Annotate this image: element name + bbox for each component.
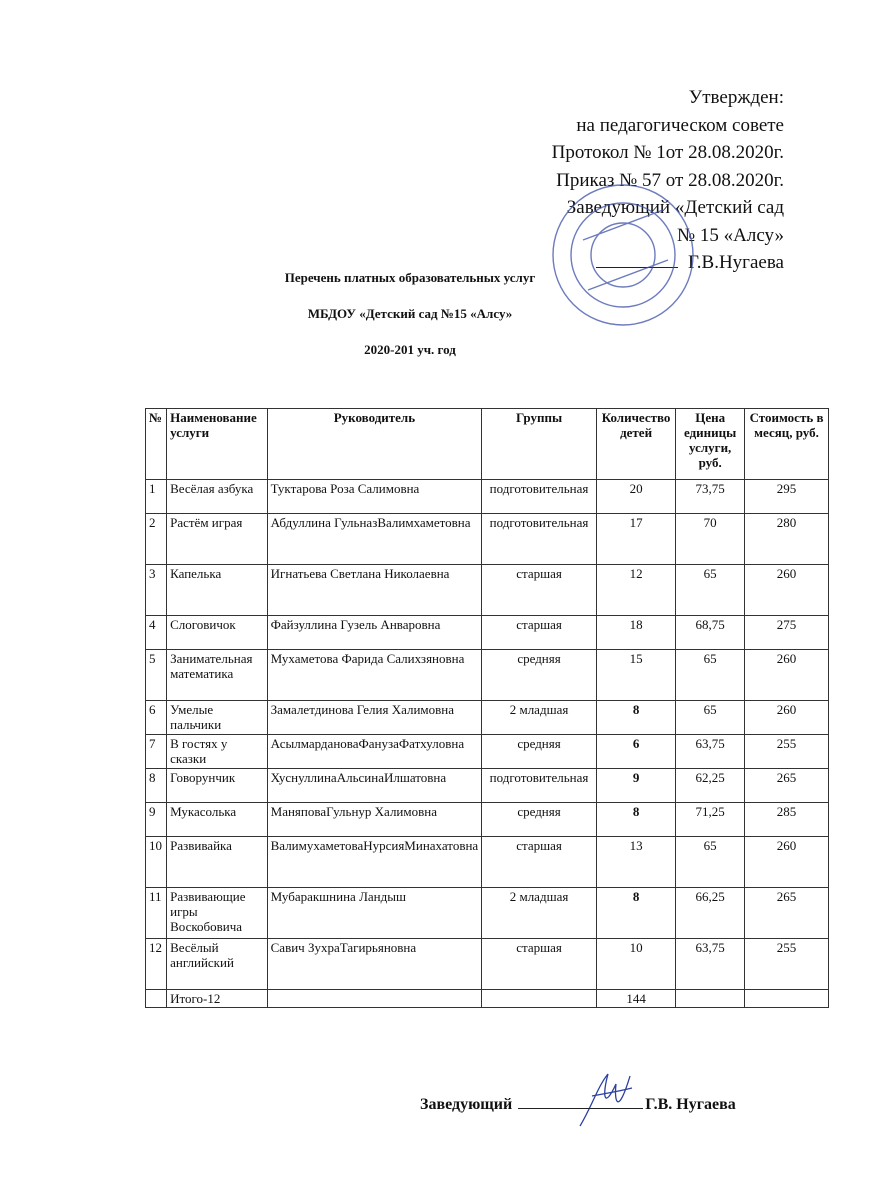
table-row (146, 480, 829, 514)
header-group: Группы (482, 409, 597, 480)
row-price: 63,75 (676, 735, 745, 769)
row-group: 2 младшая (482, 701, 597, 735)
row-monthly: 295 (745, 480, 829, 514)
row-monthly: 285 (745, 803, 829, 837)
row-number: 3 (146, 565, 167, 616)
row-service: Весёлый английский (167, 939, 268, 990)
row-group: средняя (482, 650, 597, 701)
row-group: средняя (482, 803, 597, 837)
row-service: Говорунчик (167, 769, 268, 803)
row-count: 8 (596, 803, 675, 837)
row-price: 62,25 (676, 769, 745, 803)
row-number: 10 (146, 837, 167, 888)
table-row (146, 650, 829, 701)
row-count: 8 (596, 701, 675, 735)
row-number: 9 (146, 803, 167, 837)
row-leader: Савич ЗухраТагирьяновна (267, 939, 482, 990)
table-row (146, 769, 829, 803)
row-count: 13 (596, 837, 675, 888)
row-leader: Файзуллина Гузель Анваровна (267, 616, 482, 650)
header-number: № (146, 409, 167, 480)
approval-kindergarten: № 15 «Алсу» (677, 224, 784, 246)
table-header-row (146, 409, 829, 480)
row-count: 9 (596, 769, 675, 803)
row-leader: АсылмардановаФанузаФатхуловна (267, 735, 482, 769)
approval-protocol: Протокол № 1от 28.08.2020г. (551, 142, 784, 163)
table-row (146, 616, 829, 650)
row-count: 10 (596, 939, 675, 990)
row-leader: Туктарова Роза Салимовна (267, 480, 482, 514)
row-count: 12 (596, 565, 675, 616)
row-service: Весёлая азбука (167, 480, 268, 514)
header-price: Цена единицы услуги, руб. (676, 409, 745, 480)
table-row (146, 803, 829, 837)
row-monthly: 280 (745, 514, 829, 565)
approval-heading: Утвержден: (688, 87, 784, 108)
row-monthly: 255 (745, 735, 829, 769)
row-group: подготовительная (482, 480, 597, 514)
row-service: Развивайка (167, 837, 268, 888)
row-number: 2 (146, 514, 167, 565)
row-leader: Мухаметова Фарида Салихзяновна (267, 650, 482, 701)
table-row (146, 735, 829, 769)
row-count: 18 (596, 616, 675, 650)
footer-role: Заведующий (420, 1096, 513, 1113)
title-line-2: МБДОУ «Детский сад №15 «Алсу» (307, 306, 513, 321)
row-group: старшая (482, 565, 597, 616)
table-row (146, 888, 829, 939)
row-number: 7 (146, 735, 167, 769)
row-number: 1 (146, 480, 167, 514)
table-row (146, 837, 829, 888)
row-number: 12 (146, 939, 167, 990)
row-price: 66,25 (676, 888, 745, 939)
footer-name: Г.В. Нугаева (645, 1096, 736, 1113)
table-row (146, 514, 829, 565)
footer-signature-line (420, 1094, 840, 1114)
row-service: В гостях у сказки (167, 735, 268, 769)
total-empty-cell (482, 990, 597, 1008)
row-monthly: 260 (745, 565, 829, 616)
row-service: Капелька (167, 565, 268, 616)
row-number: 6 (146, 701, 167, 735)
row-group: средняя (482, 735, 597, 769)
row-leader: Замалетдинова Гелия Халимовна (267, 701, 482, 735)
total-empty-cell (745, 990, 829, 1008)
total-empty-cell (146, 990, 167, 1008)
title-line-1: Перечень платных образовательных услуг (284, 270, 536, 285)
total-count: 144 (596, 990, 675, 1008)
approval-order: Приказ № 57 от 28.08.2020г. (556, 169, 784, 191)
approval-block (464, 84, 784, 277)
table-row (146, 701, 829, 735)
services-table (145, 408, 829, 1008)
total-label: Итого-12 (167, 990, 268, 1008)
table-row (146, 565, 829, 616)
table-total-row (146, 990, 829, 1008)
approval-signer-name: Г.В.Нугаева (687, 252, 784, 273)
row-group: старшая (482, 616, 597, 650)
row-number: 5 (146, 650, 167, 701)
row-price: 73,75 (676, 480, 745, 514)
row-monthly: 275 (745, 616, 829, 650)
table-row (146, 939, 829, 990)
approval-sign-line (596, 251, 678, 268)
header-monthly: Стоимость в месяц, руб. (745, 409, 829, 480)
row-service: Растём играя (167, 514, 268, 565)
row-monthly: 260 (745, 837, 829, 888)
row-monthly: 265 (745, 888, 829, 939)
row-count: 15 (596, 650, 675, 701)
row-number: 4 (146, 616, 167, 650)
row-group: подготовительная (482, 769, 597, 803)
row-price: 63,75 (676, 939, 745, 990)
row-group: старшая (482, 837, 597, 888)
title-line-3: 2020-201 уч. год (364, 342, 456, 357)
row-count: 17 (596, 514, 675, 565)
row-price: 65 (676, 701, 745, 735)
total-empty-cell (267, 990, 482, 1008)
row-leader: ВалимухаметоваНурсияМинахатовна (267, 837, 482, 888)
row-monthly: 265 (745, 769, 829, 803)
header-leader: Руководитель (267, 409, 482, 480)
row-price: 65 (676, 837, 745, 888)
row-count: 6 (596, 735, 675, 769)
row-monthly: 255 (745, 939, 829, 990)
row-group: старшая (482, 939, 597, 990)
header-service: Наименование услуги (167, 409, 268, 480)
row-price: 68,75 (676, 616, 745, 650)
row-leader: ХуснуллинаАльсинаИлшатовна (267, 769, 482, 803)
row-leader: Абдуллина ГульназВалимхаметовна (267, 514, 482, 565)
row-group: 2 младшая (482, 888, 597, 939)
total-empty-cell (676, 990, 745, 1008)
row-price: 70 (676, 514, 745, 565)
row-service: Занимательная математика (167, 650, 268, 701)
approval-head: Заведующий «Детский сад (566, 197, 784, 218)
footer-sign-line (518, 1094, 643, 1109)
row-number: 11 (146, 888, 167, 939)
row-service: Умелые пальчики (167, 701, 268, 735)
row-leader: Мубаракшнина Ландыш (267, 888, 482, 939)
row-group: подготовительная (482, 514, 597, 565)
row-leader: МаняповаГульнур Халимовна (267, 803, 482, 837)
row-monthly: 260 (745, 701, 829, 735)
header-count: Количество детей (596, 409, 675, 480)
row-price: 65 (676, 650, 745, 701)
row-price: 71,25 (676, 803, 745, 837)
row-number: 8 (146, 769, 167, 803)
row-price: 65 (676, 565, 745, 616)
row-service: Развивающие игры Воскобовича (167, 888, 268, 939)
row-leader: Игнатьева Светлана Николаевна (267, 565, 482, 616)
row-count: 8 (596, 888, 675, 939)
row-count: 20 (596, 480, 675, 514)
approval-council: на педагогическом совете (576, 114, 784, 136)
row-monthly: 260 (745, 650, 829, 701)
row-service: Слоговичок (167, 616, 268, 650)
row-service: Мукасолька (167, 803, 268, 837)
